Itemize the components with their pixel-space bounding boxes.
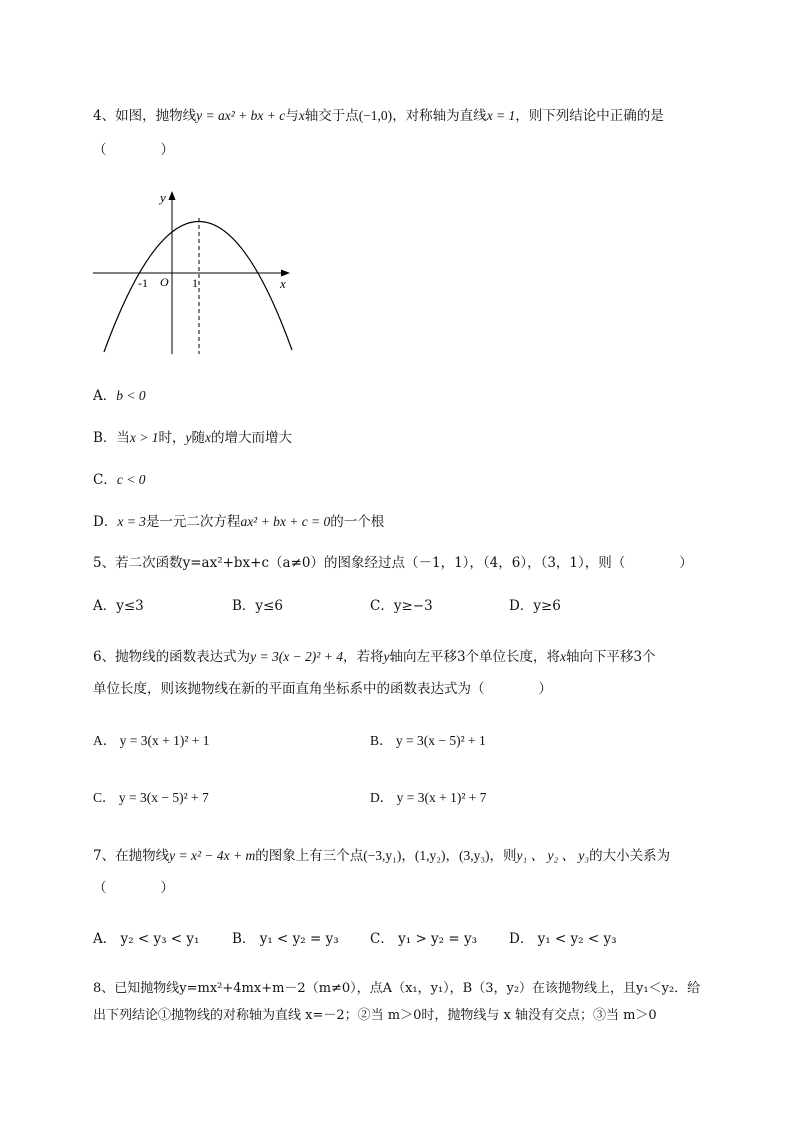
q8-stem-line2: 出下列结论①抛物线的对称轴为直线 x=－2；②当 m＞0时，抛物线与 x 轴没有交点；③当 m＞0 [93,1008,657,1023]
q5-option-d: D．y≥6 [509,598,561,614]
option-text: 的一个根 [330,514,385,530]
q7-option-d: D． y₁ < y₂ < y₃ [509,931,617,947]
q4-formula: y = ax² + bx + c [196,108,286,123]
q7-option-b: B． y₁ < y₂ = y₃ [232,931,339,947]
option-math: x = 3 [117,514,146,529]
q7-option-a: A． y₂ < y₃ < y₁ [93,931,200,947]
option-letter: C． [93,472,117,488]
q7-text: ，则 [489,848,517,864]
option-letter: D． [93,514,118,530]
q6-text: 轴向左平移3个单位长度，将 [389,649,561,665]
q7-point: (−3,y₁) [363,848,402,863]
q5-option-a: A．y≤3 [93,598,144,614]
q7-answer-paren: （ ） [93,880,174,896]
q4-parabola-graph [88,182,300,362]
q7-point: (1,y₂) [414,848,446,863]
x-axis-label: x [280,276,286,291]
q6-xvar: x [560,649,567,664]
q4-point: (−1,0) [358,108,393,123]
q5-option-c: C．y≥−3 [370,598,433,614]
q4-xvar: x [298,108,305,123]
tick-label-neg1: -1 [138,276,148,290]
q5-stem: 5、若二次函数y=ax²+bx+c（a≠0）的图象经过点（－1，1），（4，6），（3，1），则（ ） [93,555,693,571]
q6-stem-line2: 单位长度，则该抛物线在新的平面直角坐标系中的函数表达式为（ ） [93,681,552,697]
q4-axis-eq: x = 1 [486,108,516,123]
q7-stem-line1 [93,846,670,866]
q4-option-c [93,470,145,490]
q8-stem-line1: 8、已知抛物线y=mx²+4mx+m－2（m≠0），点A（x₁，y₁），B（3，y₂）在该抛物线上，且y₁＜y₂．给 [93,981,701,996]
q6-option-c: C． y = 3(x − 5)² + 7 [93,790,209,805]
q7-text: 7、在抛物线 [93,848,170,864]
q7-text: 的大小关系为 [589,848,671,864]
q7-vars: y₁ 、 y₂ 、 y₃ [516,848,590,863]
q7-point: (3,y₃) [458,848,490,863]
q6-yvar: y [383,649,390,664]
q6-text: 轴向下平移3个 [566,649,656,665]
option-math: c < 0 [116,472,146,487]
option-math: x > 1 [129,430,159,445]
option-text: 随 [191,430,206,446]
q4-text: 轴交于点 [304,108,359,124]
q6-formula: y = 3(x − 2)² + 4 [250,649,343,664]
q6-option-a: A． y = 3(x + 1)² + 1 [93,733,210,748]
option-letter: A． [93,388,117,404]
option-math: y [185,430,192,445]
q6-option-b: B． y = 3(x − 5)² + 1 [370,733,486,748]
q4-text: ，则下列结论中正确的是 [515,108,664,124]
q4-option-a [93,386,146,406]
q4-text: 与 [285,108,299,124]
q7-text: 的图象上有三个点 [255,848,364,864]
tick-label-1: 1 [192,276,198,290]
option-math: ax² + bx + c = 0 [240,514,331,529]
origin-label: O [160,275,169,289]
q4-text: 4、如图，抛物线 [93,108,197,124]
y-axis-label: y [160,190,166,205]
q7-sep: ， [401,848,415,864]
option-text: 的增大而增大 [211,430,293,446]
option-math: x [205,430,212,445]
q6-option-d: D． y = 3(x + 1)² + 7 [370,790,487,805]
option-text: 是一元二次方程 [145,514,241,530]
q7-formula: y = x² − 4x + m [169,848,256,863]
parabola-curve [104,221,292,352]
q4-option-b [93,428,292,448]
option-letter: B．当 [93,430,130,446]
q4-text: ，对称轴为直线 [392,108,487,124]
q6-stem-line1 [93,647,656,667]
q4-stem-line1 [93,106,664,126]
q4-option-d [93,512,384,532]
option-math: b < 0 [116,388,146,403]
q6-text: 6、抛物线的函数表达式为 [93,649,251,665]
q7-option-c: C． y₁ > y₂ = y₃ [370,931,478,947]
q6-text: ，若将 [342,649,384,665]
q5-option-b: B．y≤6 [232,598,283,614]
q7-sep: ， [445,848,459,864]
q4-answer-paren: （ ） [93,142,174,158]
y-axis-arrow [169,191,176,200]
option-text: 时， [158,430,186,446]
